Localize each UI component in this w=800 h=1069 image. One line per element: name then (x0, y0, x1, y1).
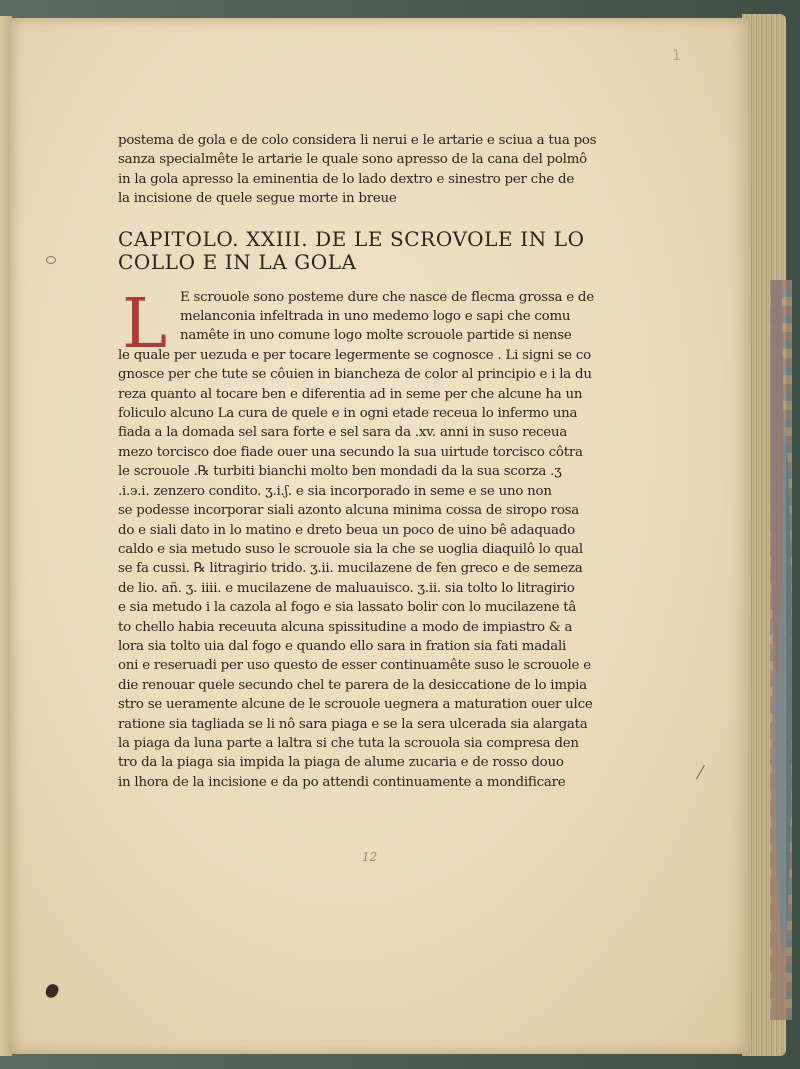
page-signature: 12 (362, 850, 378, 864)
chapter-heading (118, 228, 608, 274)
text-line: namête in uno comune logo molte scrouole partide si nense (180, 328, 572, 344)
text-line: se podesse incorporar siali azonto alcuna minima cossa de siropo rosa (118, 503, 579, 519)
text-line: oni e reseruadi per uso questo de esser continuamête suso le scrouole e (118, 658, 591, 674)
marbled-edge (770, 280, 792, 1020)
pen-mark (696, 765, 705, 779)
text-line: in la gola apresso la eminentia de lo lado dextro e sinestro per che de (118, 171, 575, 187)
preceding-paragraph (118, 131, 608, 209)
text-line: la piaga da luna parte a laltra si che tuta la scrouola sia compresa den (118, 735, 579, 751)
text-line: do e siali dato in lo matino e dreto beua un poco de uino bê adaquado (118, 522, 575, 538)
chapter-body (118, 284, 608, 793)
text-line: gnosce per che tute se côuien in biancheza de color al principio e i la du (118, 367, 592, 383)
text-line: ratione sia tagliada se li nô sara piaga e se la sera ulcerada sia alargata (118, 716, 588, 732)
folio-number: 1 (672, 48, 681, 64)
text-line: melanconia infeltrada in uno medemo logo e sapi che comu (180, 309, 571, 325)
chapter-heading-line-2: COLLO E IN LA GOLA (118, 249, 357, 274)
book-page (10, 18, 750, 1054)
chapter-heading-line-1: CAPITOLO. XXIII. DE LE SCROVOLE IN LO (118, 226, 585, 251)
text-line: E scrouole sono posteme dure che nasce de flecma grossa e de (180, 289, 594, 305)
worm-hole (44, 982, 60, 999)
text-line: la incisione de quele segue morte in breue (118, 191, 397, 207)
text-line: lora sia tolto uia dal fogo e quando ello sara in fration sia fati madali (118, 638, 567, 654)
text-line: se fa cussi. ℞ litragirio trido. ʒ.ii. mucilazene de fen greco e de semeza (118, 561, 583, 577)
text-line: fiada a la domada sel sara forte e sel sara da .xv. anni in suso receua (118, 425, 568, 441)
text-line: le scrouole .℞ turbiti bianchi molto ben mondadi da la sua scorza .ʒ (118, 464, 562, 480)
text-line: sanza specialmête le artarie le quale sono apresso de la cana del polmô (118, 152, 587, 168)
text-line: reza quanto al tocare ben e diferentia ad in seme per che alcune ha un (118, 386, 583, 402)
text-line: tro da la piaga sia impida la piaga de alume zucaria e de rosso douo (118, 755, 564, 771)
text-block (118, 131, 608, 792)
text-line: postema de gola e de colo considera li nerui e le artarie e sciua a tua pos (118, 133, 597, 148)
rubricated-initial: L (122, 284, 168, 364)
text-line: le quale per uezuda e per tocare legermente se cognosce . Li signi se co (118, 347, 591, 363)
text-line: foliculo alcuno La cura de quele e in ogni etade receua lo infermo una (118, 406, 578, 422)
text-line: stro se ueramente alcune de le scrouole uegnera a maturation ouer ulce (118, 697, 593, 713)
stain-mark (46, 256, 56, 264)
text-line: e sia metudo i la cazola al fogo e sia lassato bolir con lo mucilazene tâ (118, 600, 577, 616)
text-line: to chello habia receuuta alcuna spissitudine a modo de impiastro & a (118, 619, 573, 635)
text-line: in lhora de la incisione e da po attendi continuamente a mondificare (118, 774, 566, 790)
text-line: de lio. añ. ʒ. iiii. e mucilazene de maluauisco. ʒ.ii. sia tolto lo litragirio (118, 580, 575, 596)
text-line: die renouar quele secundo chel te parera de la desiccatione de lo impia (118, 677, 587, 693)
text-line: .i.϶.i. zenzero condito. ʒ.i.ʃ. e sia incorporado in seme e se uno non (118, 483, 552, 499)
text-line: mezo torcisco doe fiade ouer una secundo la sua uirtude torcisco côtra (118, 444, 583, 460)
text-line: caldo e sia metudo suso le scrouole sia la che se uoglia diaquilô lo qual (118, 541, 583, 557)
